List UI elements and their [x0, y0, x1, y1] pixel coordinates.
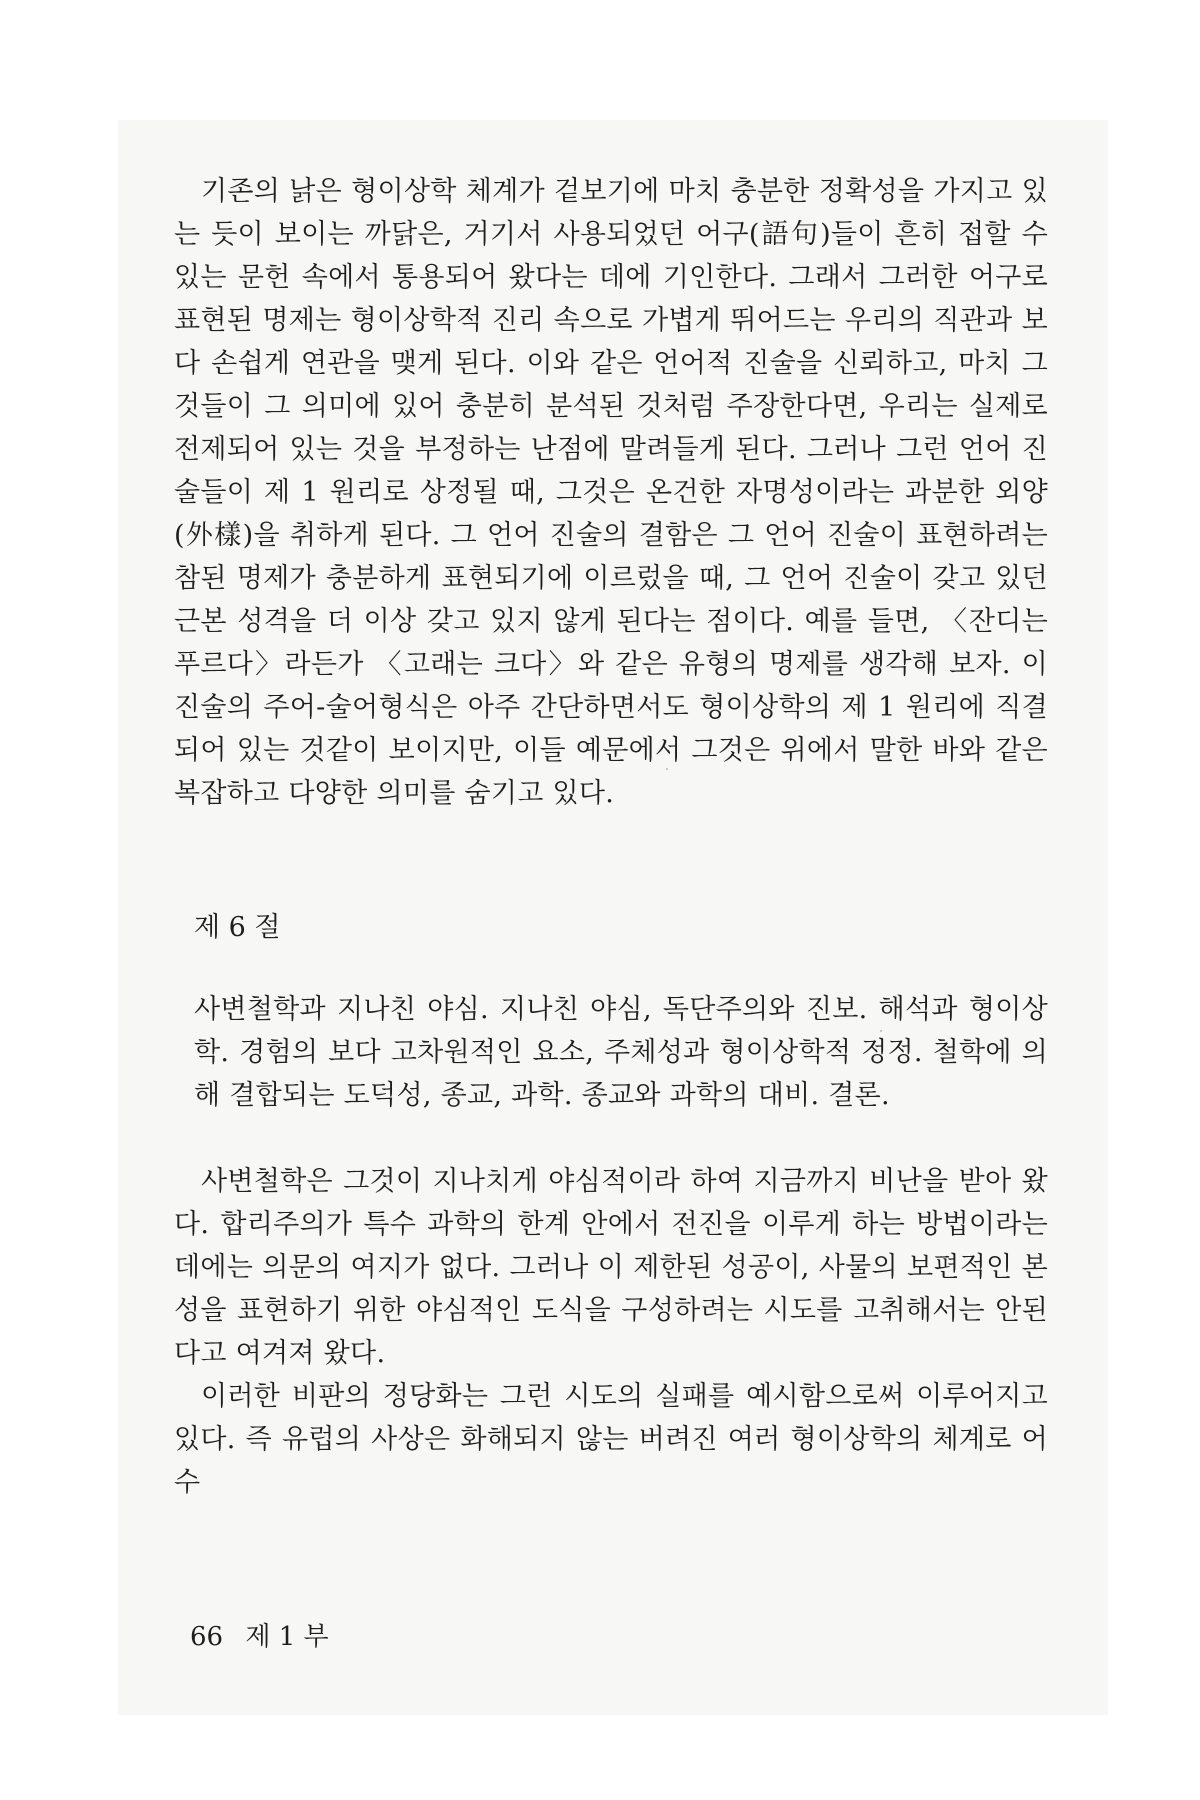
book-page-body: [174, 170, 1048, 1504]
scan-speck: [880, 1030, 882, 1032]
scan-speck: [666, 768, 668, 770]
part-label: 제 1 부: [245, 1622, 329, 1652]
page-number: 66: [190, 1622, 224, 1652]
section-body: [174, 1160, 1048, 1504]
page-footer: [190, 1616, 329, 1653]
paragraph-metaphysics-language: 기존의 낡은 형이상학 체계가 겉보기에 마치 충분한 정확성을 가지고 있는 듯이 보이는 까닭은, 거기서 사용되었던 어구(語句)들이 흔히 접할 수 있는 문헌 속에서 통용되어 왔다는 데에 기인한다. 그래서 그러한 어구로 표현된 명제는 형이상학적 진리 속으로 가볍게 뛰어드는 우리의 직관과 보다 손쉽게 연관을 맺게 된다. 이와 같은 언어적 진술을 신뢰하고, 마치 그것들이 그 의미에 있어 충분히 분석된 것처럼 주장한다면, 우리는 실제로 전제되어 있는 것을 부정하는 난점에 말려들게 된다. 그러나 그런 언어 진술들이 제 1 원리로 상정될 때, 그것은 온건한 자명성이라는 과분한 외양(外樣)을 취하게 된다. 그 언어 진술의 결함은 그 언어 진술이 표현하려는 참된 명제가 충분하게 표현되기에 이르렀을 때, 그 언어 진술이 갖고 있던 근본 성격을 더 이상 갖고 있지 않게 된다는 점이다. 예를 들면, 〈잔디는 푸르다〉라든가 〈고래는 크다〉와 같은 유형의 명제를 생각해 보자. 이 진술의 주어-술어형식은 아주 간단하면서도 형이상학의 제 1 원리에 직결되어 있는 것같이 보이지만, 이들 예문에서 그것은 위에서 말한 바와 같은 복잡하고 다양한 의미를 숨기고 있다.: [174, 176, 1048, 809]
section-heading: 제 6 절: [194, 912, 281, 943]
paragraph-speculative-philosophy: 사변철학은 그것이 지나치게 야심적이라 하여 지금까지 비난을 받아 왔다. 합리주의가 특수 과학의 한계 안에서 전진을 이루게 하는 방법이라는 데에는 의문의 여지가 없다. 그러나 이 제한된 성공이, 사물의 보편적인 본성을 표현하기 위한 야심적인 도식을 구성하려는 시도를 고취해서는 안된다고 여겨져 왔다.: [174, 1166, 1048, 1369]
paragraph-justification-of-critique: 이러한 비판의 정당화는 그런 시도의 실패를 예시함으로써 이루어지고 있다. 즉 유럽의 사상은 화해되지 않는 버려진 여러 형이상학의 체계로 어수: [174, 1381, 1048, 1498]
section-summary: 사변철학과 지나친 야심. 지나친 야심, 독단주의와 진보. 해석과 형이상학. 경험의 보다 고차원적인 요소, 주체성과 형이상학적 정정. 철학에 의해 결합되는 도덕성, 종교, 과학. 종교와 과학의 대비. 결론.: [194, 994, 1048, 1111]
